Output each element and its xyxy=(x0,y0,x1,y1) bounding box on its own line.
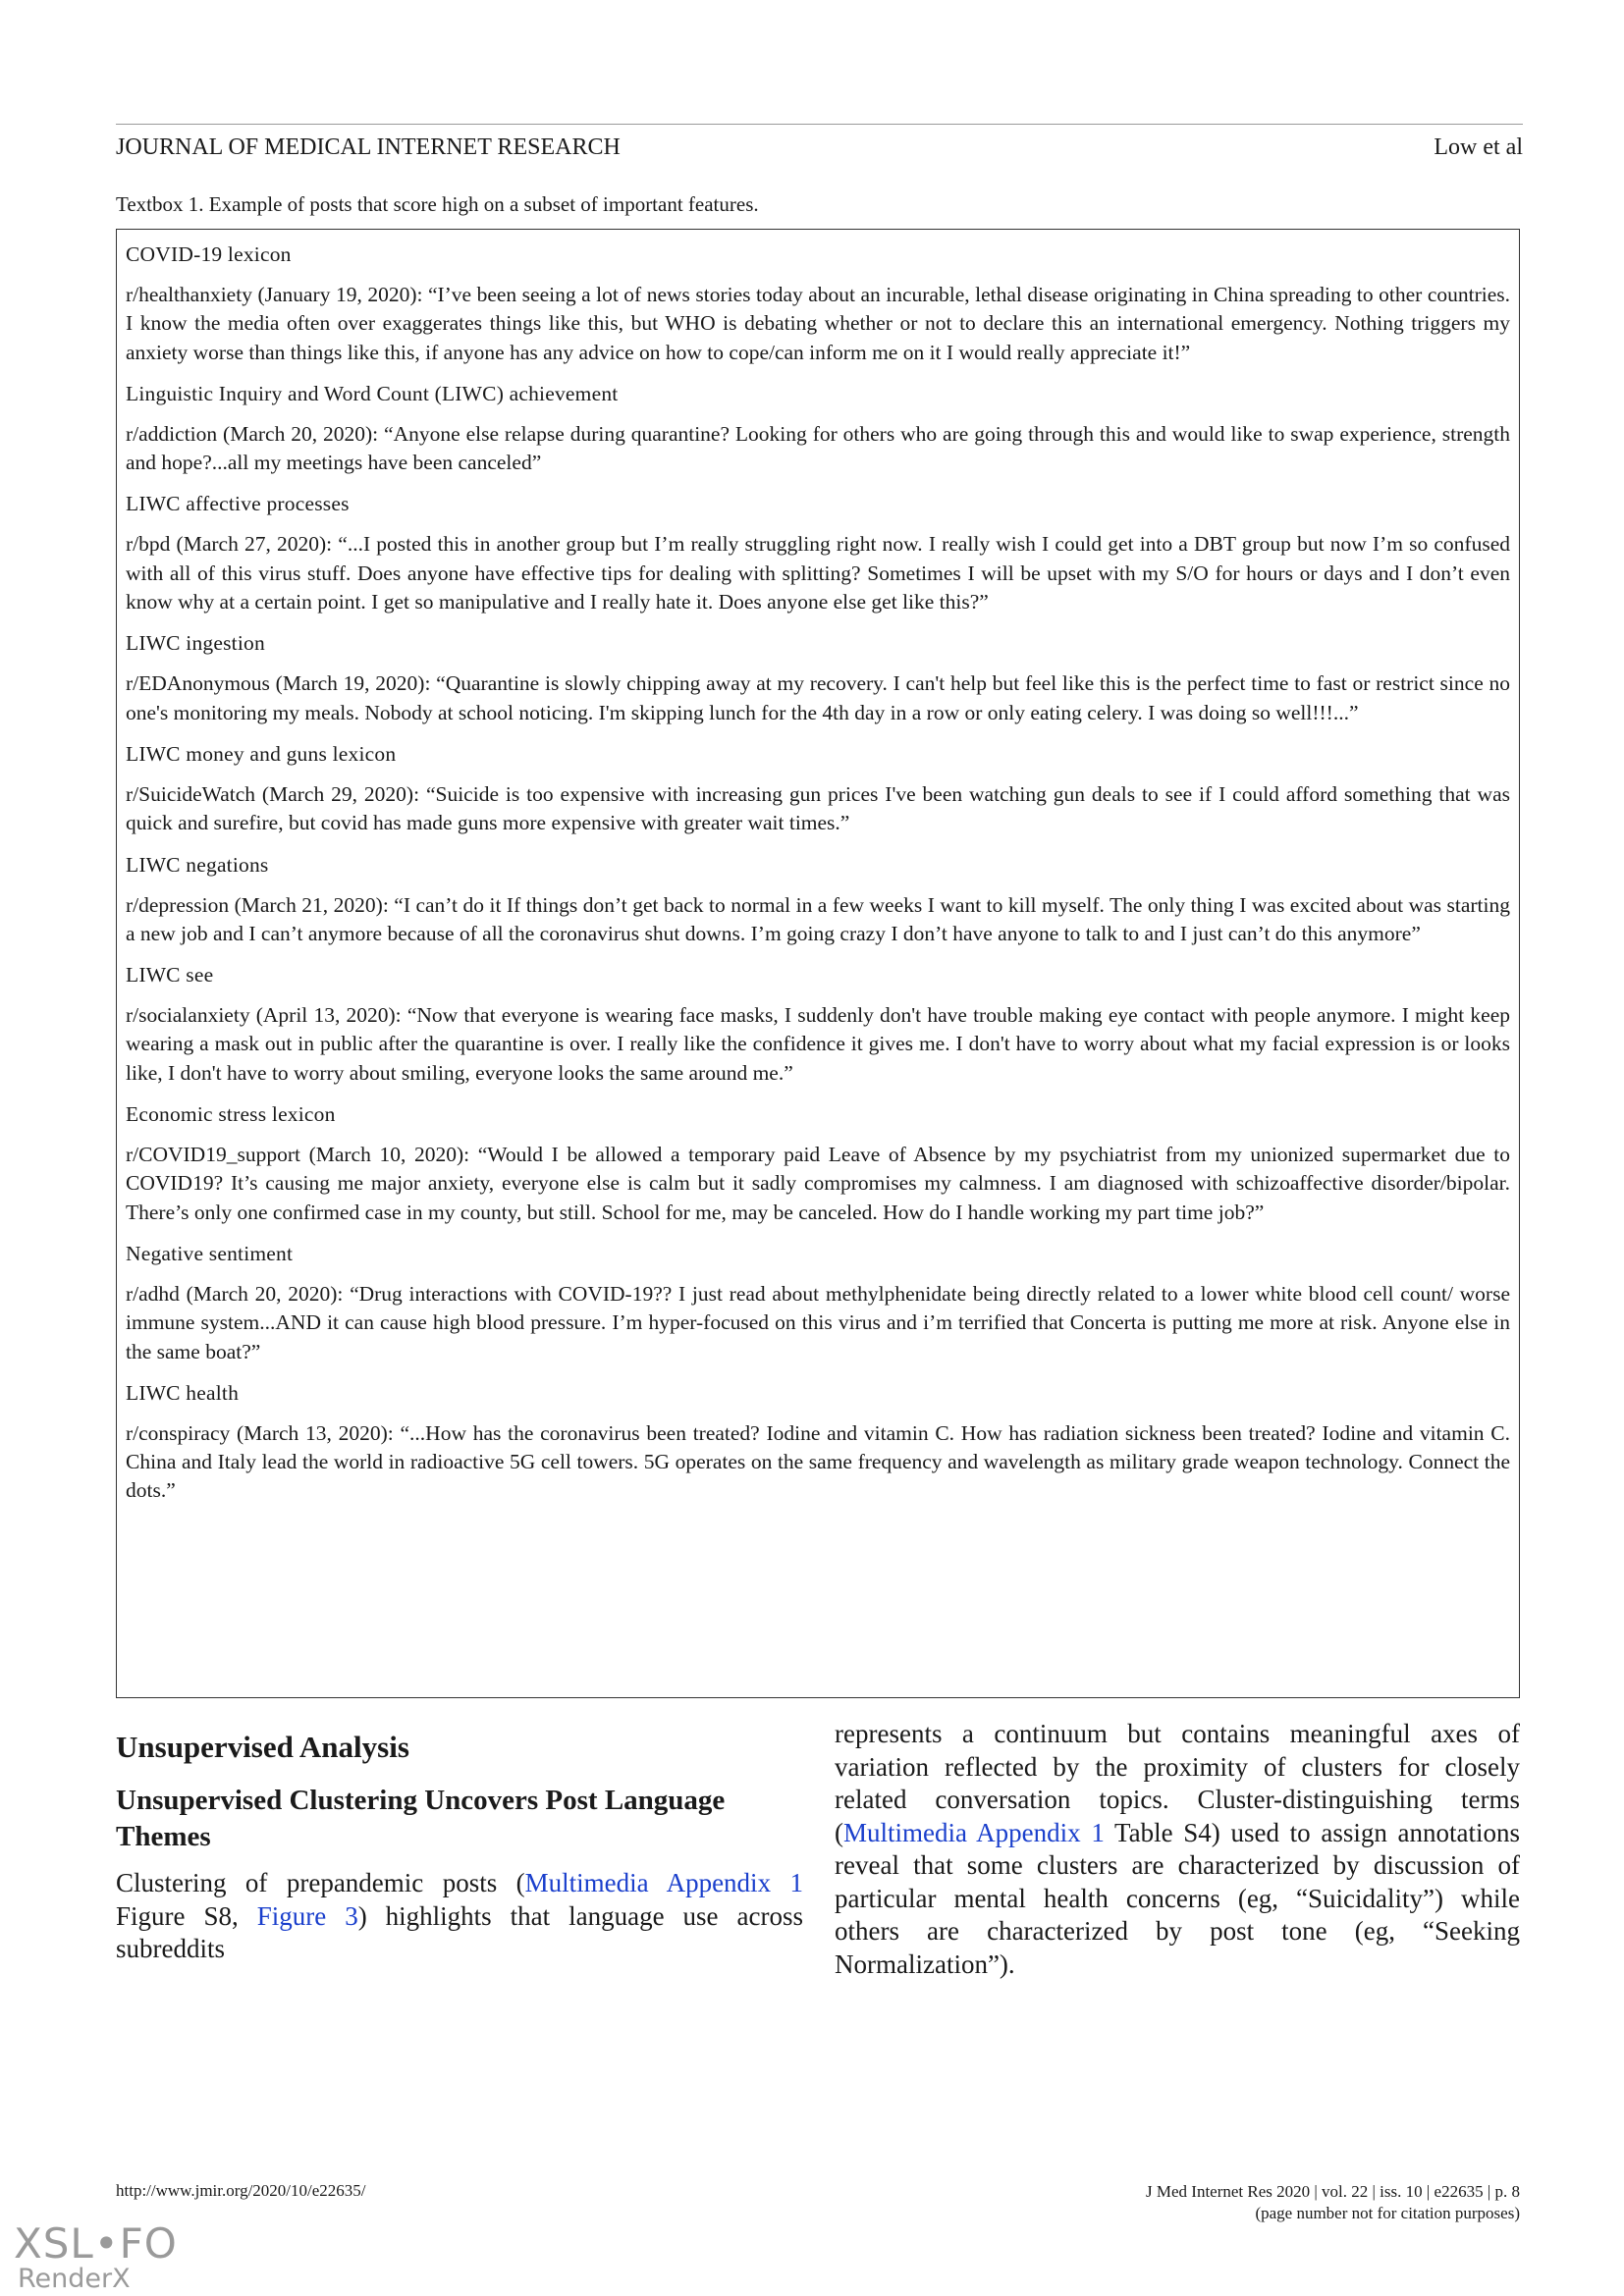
feature-heading: LIWC negations xyxy=(126,852,269,877)
textbox-item xyxy=(126,740,1510,838)
textbox-item xyxy=(126,1379,1510,1506)
textbox-item xyxy=(126,1100,1510,1227)
textbox-item xyxy=(126,851,1510,949)
text-run: Table S4) used to assign annotations reveal that some clusters are characterized by discussion of particular mental health concerns (eg, “Suicidality”) while others are characterized by post tone (eg, “Seeking Normalization”). xyxy=(835,1817,1520,1979)
text-run: Figure S8, xyxy=(116,1900,257,1931)
body-paragraph xyxy=(835,1718,1520,1981)
multimedia-appendix-link[interactable]: Multimedia Appendix 1 xyxy=(524,1868,803,1897)
textbox-item xyxy=(126,380,1510,478)
example-post: r/addiction (March 20, 2020): “Anyone else relapse during quarantine? Looking for others who are going through this and would like to swap experience, strength and hope?...all my meetings have been canceled” xyxy=(126,421,1510,475)
feature-heading: LIWC money and guns lexicon xyxy=(126,741,397,766)
renderx-logo xyxy=(14,2219,178,2294)
example-post: r/socialanxiety (April 13, 2020): “Now that everyone is wearing face masks, I suddenly don't have trouble making eye contact with people anymore. I might keep wearing a mask out in public after the quarantine is over. I really like the confidence it gives me. I don't have to worry about what my facial expression is or looks like, I don't have to worry about smiling, everyone looks the same around me.” xyxy=(126,1003,1510,1085)
example-post: r/healthanxiety (January 19, 2020): “I’ve been seeing a lot of news stories today about an incurable, lethal disease originating in China spreading to other countries. I know the media often over exaggerates things like this, but WHO is debating whether or not to declare this an international emergency. Nothing triggers my anxiety worse than things like this, if anyone has any advice on how to cope/can inform me on it I would really appreciate it!” xyxy=(126,283,1510,364)
example-post: r/EDAnonymous (March 19, 2020): “Quarantine is slowly chipping away at my recovery. I can't help but feel like this is the perfect time to fast or restrict since no one's monitoring my meals. Nobody at school noticing. I'm skipping lunch for the 4th day in a row or only eating celery. I was doing so well!!!...” xyxy=(126,671,1510,724)
example-post: r/depression (March 21, 2020): “I can’t do it If things don’t get back to normal in a few weeks I want to kill myself. The only thing I was excited about was starting a new job and I can’t anymore because of all the coronavirus shut downs. I’m going crazy I don’t have anyone to talk to and I just can’t do this anymore” xyxy=(126,892,1510,945)
example-post: r/adhd (March 20, 2020): “Drug interactions with COVID-19?? I just read about methylphenidate being directly related to a lower white blood cell count/ worse immune system...AND it can cause high blood pressure. I’m hyper-focused on this virus and i’m terrified that Concerta is putting me more at risk. Anyone else in the same boat?” xyxy=(126,1281,1510,1363)
example-post: r/COVID19_support (March 10, 2020): “Would I be allowed a temporary paid Leave of Absence by my psychiatrist from my unionized supermarket due to COVID19? It’s causing me major anxiety, everyone else is calm but it sadly compromises my calmness. I am diagnosed with schizoaffective disorder/bipolar. There’s only one confirmed case in my county, but still. School for me, may be canceled. How do I handle working my part time job?” xyxy=(126,1143,1510,1224)
example-post: r/bpd (March 27, 2020): “...I posted this in another group but I’m really struggling right now. I really wish I could get into a DBT group but now I’m so confused with all of this virus stuff. Does anyone have effective tips for dealing with splitting? Sometimes I will be upset with my S/O for hours or days and I don’t even know why at a certain point. I get so manipulative and I really hate it. Does anyone else get like this?” xyxy=(126,532,1510,614)
body-paragraph xyxy=(116,1867,803,1966)
text-run: represents a continuum but contains meaningful axes of variation reflected by the proximity of clusters for closely related conversation topics. Cluster-distinguishing terms ( xyxy=(835,1719,1520,1847)
journal-title: JOURNAL OF MEDICAL INTERNET RESEARCH xyxy=(116,134,621,160)
citation-line: J Med Internet Res 2020 | vol. 22 | iss. 10 | e22635 | p. 8 xyxy=(1146,2182,1520,2201)
feature-heading: LIWC see xyxy=(126,963,214,988)
footer-url[interactable]: http://www.jmir.org/2020/10/e22635/ xyxy=(116,2181,366,2200)
feature-heading: COVID-19 lexicon xyxy=(126,242,292,266)
textbox-item xyxy=(126,490,1510,616)
multimedia-appendix-link[interactable]: Multimedia Appendix 1 xyxy=(843,1817,1105,1847)
feature-heading: LIWC affective processes xyxy=(126,492,350,516)
feature-heading: LIWC ingestion xyxy=(126,631,265,656)
text-run: Clustering of prepandemic posts ( xyxy=(116,1868,525,1897)
feature-heading: Linguistic Inquiry and Word Count (LIWC) achievement xyxy=(126,381,619,405)
citation-note: (page number not for citation purposes) xyxy=(1255,2204,1520,2222)
header-authors: Low et al xyxy=(1434,134,1523,160)
textbox-caption: Textbox 1. Example of posts that score high on a subset of important features. xyxy=(116,192,759,216)
textbox-item xyxy=(126,240,1510,367)
text-run: ) highlights that language use across subreddits xyxy=(116,1900,803,1963)
example-post: r/SuicideWatch (March 29, 2020): “Suicide is too expensive with increasing gun prices I've been watching gun deals to see if I could afford something that was quick and surefire, but covid has made guns more expensive with greater wait times.” xyxy=(126,781,1510,835)
left-column xyxy=(116,1730,803,1966)
figure-3-link[interactable]: Figure 3 xyxy=(256,1900,358,1931)
example-post: r/conspiracy (March 13, 2020): “...How has the coronavirus been treated? Iodine and vitamin C. How has radiation sickness been treated? Iodine and vitamin C. China and Italy lead the world in radioactive 5G cell towers. 5G operates on the same frequency and wavelength as military grade weapon technology. Connect the dots.” xyxy=(126,1420,1510,1503)
feature-heading: LIWC health xyxy=(126,1380,240,1405)
feature-heading: Economic stress lexicon xyxy=(126,1102,336,1127)
textbox-item xyxy=(126,629,1510,727)
logo-renderx-text: RenderX xyxy=(18,2264,131,2294)
feature-heading: Negative sentiment xyxy=(126,1241,294,1265)
subsection-title: Unsupervised Clustering Uncovers Post Language Themes xyxy=(116,1785,726,1852)
right-column xyxy=(835,1718,1520,1981)
textbox-item xyxy=(126,1240,1510,1366)
section-title: Unsupervised Analysis xyxy=(116,1730,409,1764)
footer-citation xyxy=(1146,2181,1520,2224)
logo-xslfo-text: XSL•FO xyxy=(14,2219,178,2268)
running-header xyxy=(116,124,1523,160)
textbox-item xyxy=(126,961,1510,1088)
textbox-1 xyxy=(116,229,1520,1698)
